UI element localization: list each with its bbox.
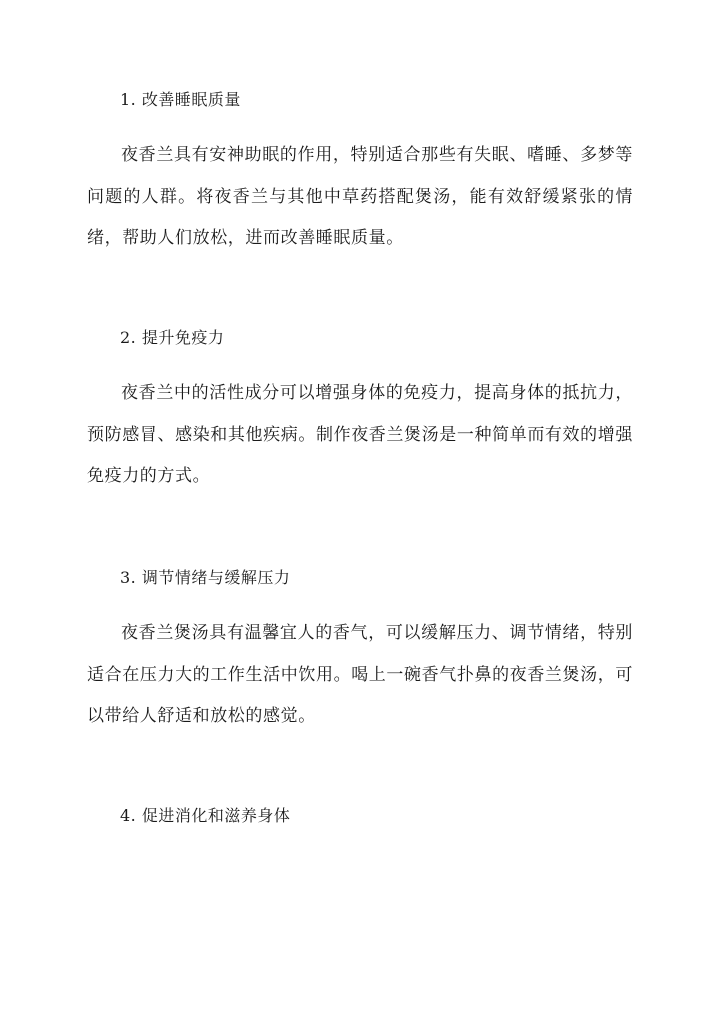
section-body-1: 夜香兰具有安神助眠的作用，特别适合那些有失眠、嗜睡、多梦等问题的人群。将夜香兰与其他中草药搭配煲汤，能有效舒缓紧张的情绪，帮助人们放松，进而改善睡眠质量。 xyxy=(87,145,633,248)
section-heading-1: 1. 改善睡眠质量 xyxy=(120,90,241,109)
section-heading-2: 2. 提升免疫力 xyxy=(120,328,225,347)
section-body-3: 夜香兰煲汤具有温馨宜人的香气，可以缓解压力、调节情绪，特别适合在压力大的工作生活中饮用。喝上一碗香气扑鼻的夜香兰煲汤，可以带给人舒适和放松的感觉。 xyxy=(87,623,633,726)
section-body-2: 夜香兰中的活性成分可以增强身体的免疫力，提高身体的抵抗力，预防感冒、感染和其他疾病。制作夜香兰煲汤是一种简单而有效的增强免疫力的方式。 xyxy=(87,383,633,486)
section-heading-4: 4. 促进消化和滋养身体 xyxy=(120,806,291,825)
section-heading-3: 3. 调节情绪与缓解压力 xyxy=(120,568,291,587)
